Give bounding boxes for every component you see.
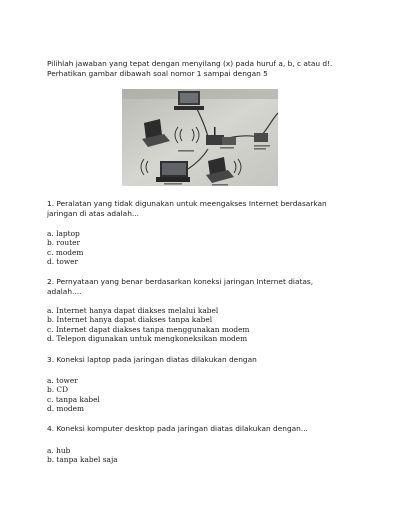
question-4-line-1: 4. Koneksi komputer desktop pada jaringan diatas dilakukan dengan... [47,424,308,433]
option-d: d. tower [47,256,79,266]
option-b: b. router [47,238,81,248]
modem-device [254,133,268,142]
question-1-line-1: 1. Peralatan yang tidak digunakan untuk meengakses Internet berdasarkan [47,199,327,208]
question-2-line-1: 2. Pernyataan yang benar berdasarkan koneksi jaringan Internet diatas, [47,277,314,286]
option-d: d. Telepon digunakan untuk mengkoneksikan modem [47,333,248,343]
question-2 [47,277,367,296]
option-c: c. Internet dapat diakses tanpa menggunakan modem [47,324,250,334]
question-1-line-2: jaringan di atas adalah... [47,208,139,218]
option-a: a. tower [47,376,78,385]
option-a: a. laptop [47,229,80,238]
instruction-line-2: Perhatikan gambar dibawah soal nomor 1 sampai dengan 5 [47,68,268,78]
question-2-line-2: adalah.... [47,286,82,296]
question-3-line-1: 3. Koneksi laptop pada jaringan diatas dilakukan dengan [47,355,257,364]
option-c: c. tanpa kabel [47,394,100,404]
option-c: c. modem [47,247,84,257]
question-3-options [47,376,367,413]
desktop-computer-bottom [156,161,190,182]
instruction-line-1: Pilihlah jawaban yang tepat dengan menyilang (x) pada huruf a, b, c atau d!. [47,59,333,68]
instructions [47,59,367,78]
question-2-options [47,306,367,343]
question-4-options [47,446,367,465]
question-1-options [47,229,367,266]
option-b: b. tanpa kabel saja [47,455,118,465]
question-1 [47,199,367,218]
option-b: b. CD [47,385,69,395]
question-3 [47,355,367,365]
option-a: a. hub [47,446,71,455]
desktop-computer-top [174,91,204,110]
network-diagram-photo [122,89,278,186]
option-a: a. Internet hanya dapat diakses melalui kabel [47,306,219,315]
option-b: b. Internet hanya dapat diakses tanpa kabel [47,315,213,325]
option-d: d. modem [47,403,85,413]
question-4 [47,424,367,434]
network-diagram-illustration [122,89,278,186]
